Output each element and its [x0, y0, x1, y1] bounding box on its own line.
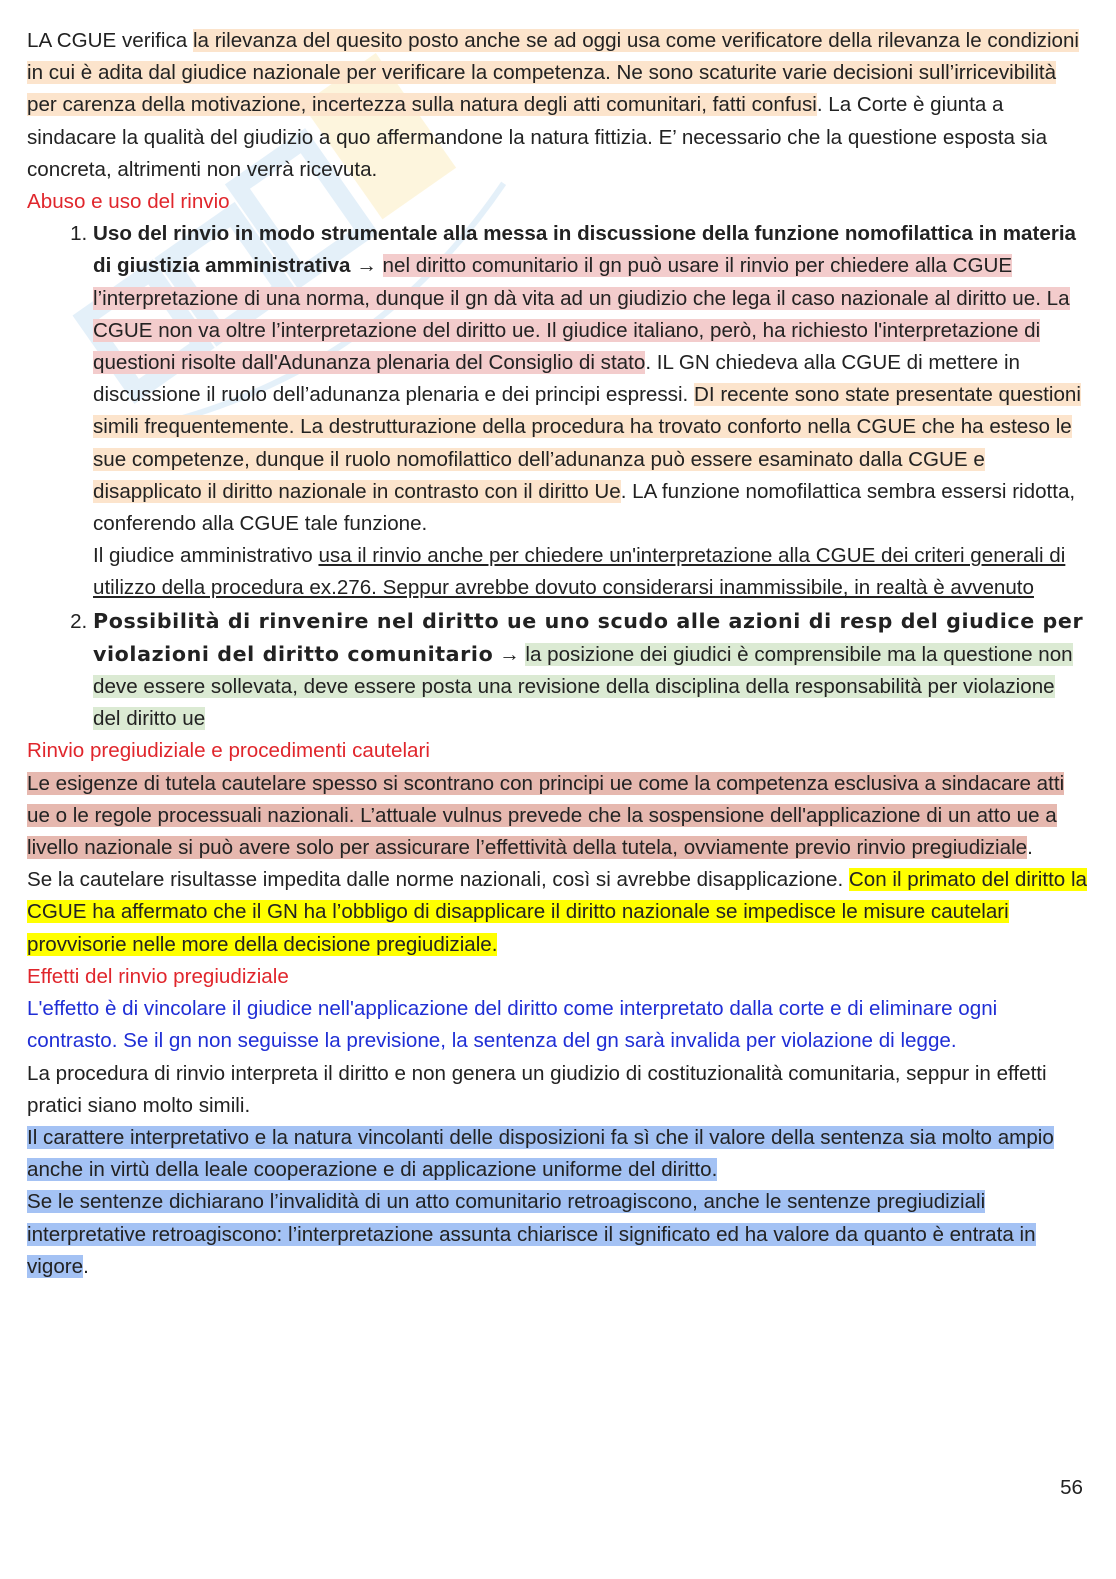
list-item: 1. Uso del rinvio in modo strumentale alla messa in discussione della funzione nomofilattica in materia di giustizia amministrativa → nel diritto comunitario il gn può usare il rinvio per chiedere alla CGUE l’interpretazione di una norma, dunque il gn dà vita ad un giudizio che lega il caso nazionale al diritto ue. La CGUE non va oltre l’interpretazione del diritto ue. Il giudice italiano, però, ha richiesto l'interpretazione di questioni risolte dall'Adunanza plenaria del Consiglio di stato. IL GN chiedeva alla CGUE di mettere in discussione il ruolo dell’adunanza plenaria e dei principi espressi. DI recente sono state presentate questioni simili frequentemente. La destrutturazione della procedura ha trovato conforto nella CGUE che ha esteso le sue competenze, dunque il ruolo nomofilattico dell’adunanza può essere esaminato dalla CGUE e disapplicato il diritto nazionale in contrasto con il diritto Ue. LA funzione nomofilattica sembra essersi ridotta, conferendo alla CGUE tale funzione. Il giudice amministrativo usa il rinvio anche per chiedere un'interpretazione alla CGUE dei criteri generali di utilizzo della procedura ex.276. Seppur avrebbe dovuto considerarsi inammissibile, in realtà è avvenuto [93, 218, 1087, 604]
heading-abuso-uso-rinvio: Abuso e uso del rinvio [27, 190, 230, 214]
paragraph-tutela-cautelare: Le esigenze di tutela cautelare spesso si scontrano con principi ue come la competenza esclusiva a sindacare atti ue o le regole processuali nazionali. L’attuale vulnus prevede che la sospensione dell'applicazione di un atto ue a livello nazionale si può avere solo per assicurare l’effettività della tutela, ovviamente previo rinvio pregiudiziale. [27, 771, 1065, 860]
paragraph-disapplicazione: Se la cautelare risultasse impedita dalle norme nazionali, così si avrebbe disapplicazione. Con il primato del diritto la CGUE ha affermato che il GN ha l’obbligo di disapplicare il diritto nazionale se impedisce le misure cautelari provvisorie nelle more della decisione pregiudiziale. [27, 868, 1087, 956]
paragraph-carattere-interpretativo: Il carattere interpretativo e la natura vincolanti delle disposizioni fa sì che il valore della sentenza sia molto ampio anche in virtù della leale cooperazione e di applicazione uniforme del diritto. [27, 1125, 1054, 1182]
list-item-subparagraph: Il giudice amministrativo usa il rinvio anche per chiedere un'interpretazione alla CGUE dei criteri generali di utilizzo della procedura ex.276. Seppur avrebbe dovuto considerarsi inammissibile, in realtà è avvenuto [93, 544, 1066, 600]
paragraph-procedura-rinvio: La procedura di rinvio interpreta il diritto e non genera un giudizio di costituzionalità comunitaria, seppur in effetti pratici siano molto simili. [27, 1061, 1047, 1117]
page-number: 56 [1060, 1476, 1083, 1499]
numbered-list [27, 218, 1087, 735]
paragraph-retroattivita: Se le sentenze dichiarano l’invalidità di un atto comunitario retroagiscono, anche le sentenze pregiudiziali interpretative retroagiscono: l’interpretazione assunta chiarisce il significato ed ha valore da quanto è entrata in vigore. [27, 1190, 1036, 1278]
list-item: 2. Possibilità di rinvenire nel diritto ue uno scudo alle azioni di resp del giudice per violazioni del diritto comunitario → la posizione dei giudici è comprensibile ma la questione non deve essere sollevata, deve essere posta una revisione della disciplina della responsabilità per violazione del diritto ue [93, 605, 1087, 736]
heading-procedimenti-cautelari: Rinvio pregiudiziale e procedimenti cautelari [27, 739, 430, 763]
heading-effetti-rinvio: Effetti del rinvio pregiudiziale [27, 964, 289, 988]
paragraph-effetto-vincolante: L'effetto è di vincolare il giudice nell'applicazione del diritto come interpretato dalla corte e di eliminare ogni contrasto. Se il gn non seguisse la previsione, la sentenza del gn sarà invalida per violazione di legge. [27, 997, 998, 1053]
document-body [27, 25, 1087, 1283]
paragraph-rilevanza: LA CGUE verifica la rilevanza del quesito posto anche se ad oggi usa come verificatore della rilevanza le condizioni in cui è adita dal giudice nazionale per verificare la competenza. Ne sono scaturite varie decisioni sull’irricevibilità per carenza della motivazione, incertezza sulla natura degli atti comunitari, fatti confusi. La Corte è giunta a sindacare la qualità del giudizio a quo affermandone la natura fittizia. E’ necessario che la questione esposta sia concreta, altrimenti non verrà ricevuta. [27, 29, 1080, 181]
